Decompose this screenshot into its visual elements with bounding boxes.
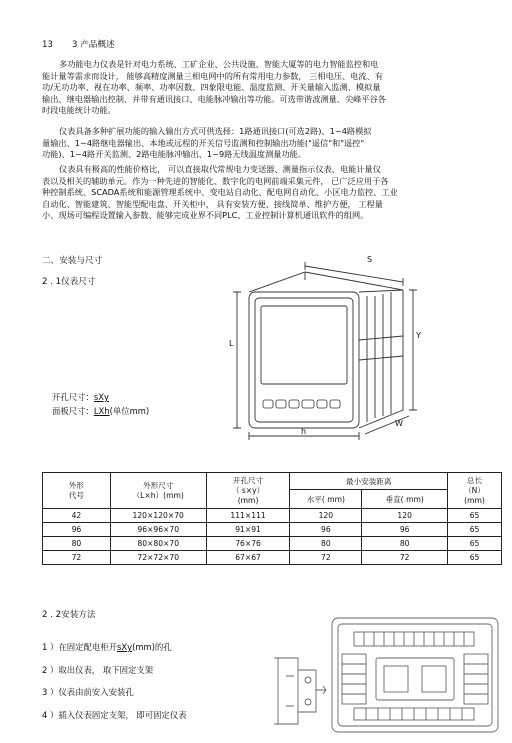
table-cell: 120×120×70	[110, 509, 206, 523]
table-row	[43, 523, 502, 537]
meter-button	[302, 400, 314, 408]
table-cell: 111×111	[206, 509, 290, 523]
panel-size-line	[52, 406, 149, 418]
table-cell: 80	[362, 537, 448, 551]
cutout-size-line	[52, 392, 109, 404]
header-code	[43, 473, 111, 509]
table-cell: 65	[448, 523, 502, 537]
header-text: 开孔尺寸	[232, 475, 264, 485]
dimension-table	[42, 472, 502, 565]
table-cell: 96	[43, 523, 111, 537]
header-text: 外形	[68, 480, 84, 490]
table-row	[43, 551, 502, 565]
table-cell: 96	[362, 523, 448, 537]
step-text: (mm)的孔	[132, 642, 172, 652]
method-subtitle: 2 . 2安装方法	[42, 610, 96, 620]
header-text: (mm)	[464, 495, 485, 505]
install-step-3: 3 ）仪表由前安入安装孔	[42, 687, 134, 697]
intro-line: 自动化、智能建筑、智能型配电盘、开关柜中， 具有安装方便、接线简单、维护方便， 工程量	[42, 198, 383, 209]
intro-paragraph-3	[42, 164, 398, 222]
header-vertical: 垂直( mm)	[362, 490, 448, 509]
step-cutout-value: sXy	[117, 642, 133, 652]
intro-line: 仪表具备多种扩展功能的输入输出方式可供选择：1路通讯接口(可选2路)、1~4路模拟	[59, 126, 372, 136]
meter-button	[317, 400, 327, 408]
cutout-size-label: 开孔尺寸：	[52, 392, 94, 402]
intro-line: 多功能电力仪表是针对电力系统、工矿企业、公共设施、智能大厦等的电力智能监控和电	[59, 59, 379, 69]
header-min-distance: 最小安装距离	[290, 473, 448, 490]
dim-label-h: h	[301, 427, 307, 436]
meter-button	[330, 400, 340, 408]
header-cutout	[206, 473, 290, 509]
table-cell: 76×76	[206, 537, 290, 551]
table-cell: 42	[43, 509, 111, 523]
table-cell: 96	[290, 523, 362, 537]
table-cell: 72	[362, 551, 448, 565]
meter-button	[276, 400, 286, 408]
table-cell: 65	[448, 551, 502, 565]
step-text: 1 ）在固定配电柜开	[42, 642, 117, 652]
table-row	[43, 537, 502, 551]
dim-label-s: S	[367, 255, 373, 264]
intro-line: 种控制系统、SCADA系统和能源管理系统中、变电站自动化、配电网自动化、小区电力监控、工业	[42, 187, 398, 198]
meter-button	[263, 400, 273, 408]
panel-size-label: 面板尺寸：	[52, 406, 94, 416]
header-text: （N）	[464, 485, 485, 495]
intro-line: 能计量等需求而设计， 能够高精度测量三相电网中的所有常用电力参数， 三相电压、电流、有	[42, 70, 383, 81]
table-cell: 72×72×70	[110, 551, 206, 565]
table-cell: 65	[448, 509, 502, 523]
table-cell: 65	[448, 537, 502, 551]
dim-label-y: Y	[416, 331, 421, 340]
table-cell: 91×91	[206, 523, 290, 537]
table-cell: 96×96×70	[110, 523, 206, 537]
table-cell: 80	[290, 537, 362, 551]
dim-label-w: W	[395, 419, 403, 428]
meter-rear-view-drawing	[328, 612, 504, 738]
dim-label-l: L	[229, 339, 234, 348]
install-step-2: 2 ）取出仪表， 取下固定支架	[42, 665, 154, 675]
table-cell: 120	[362, 509, 448, 523]
install-step-4: 4 ）插入仪表固定支架， 即可固定仪表	[42, 710, 187, 720]
install-step-1	[42, 641, 172, 653]
intro-line: 功/无功功率、视在功率、频率、功率因数、四象限电能、温度监测、开关量输入监测、模拟量	[42, 82, 381, 93]
header-text: （ s×y）	[231, 485, 265, 495]
header-text: (mm)	[237, 495, 259, 505]
dimension-subtitle: 2 . 1仪表尺寸	[42, 277, 96, 287]
intro-line: 输出、继电器输出控制、并带有通讯接口、电能脉冲输出等功能。可选带谐波测量、尖峰平谷各	[42, 93, 386, 104]
intro-line: 量输出、1~4路继电器输出、本地或远程的开关信号监测和控制输出功能("遥信"和"遥控"	[42, 137, 365, 148]
intro-line: 仪表具有极高的性能价格比， 可以直接取代常规电力变送器、测量指示仪表、电能计量仪	[59, 164, 381, 174]
table-cell: 72	[43, 551, 111, 565]
intro-line: 表以及相关的辅助单元。作为一种先进的智能化、数字化的电网前端采集元件， 已广泛应用于各	[42, 175, 389, 186]
header-size	[110, 473, 206, 509]
section-title: 3 产品概述	[72, 40, 115, 50]
intro-paragraph-2	[42, 126, 371, 161]
header-text: 总长	[466, 475, 483, 485]
header-horizontal: 水平( mm)	[290, 490, 362, 509]
header-text: 代号	[68, 490, 84, 500]
header-text: 外形尺寸	[143, 480, 174, 490]
table-cell: 120	[290, 509, 362, 523]
table-cell: 67×67	[206, 551, 290, 565]
install-section-title: 二、安装与尺寸	[42, 256, 103, 266]
panel-size-value: LXh	[93, 406, 110, 416]
intro-line: 时段电能统计功能。	[42, 105, 116, 116]
table-cell: 72	[290, 551, 362, 565]
page-number: 13	[42, 40, 53, 50]
intro-line: 小、现场可编程设置输入参数、能够完成业界不同PLC、工业控制计算机通讯软件的组网。	[42, 210, 369, 221]
table-header-row	[43, 473, 502, 490]
meter-button	[289, 400, 299, 408]
mounting-bracket-drawing	[268, 650, 330, 732]
table-cell: 80	[43, 537, 111, 551]
panel-size-unit: (单位mm)	[109, 406, 150, 416]
header-text: （L×h）(mm)	[132, 490, 184, 500]
intro-paragraph-1	[42, 59, 386, 117]
header-length	[448, 473, 502, 509]
cutout-size-value: sXy	[93, 392, 109, 402]
table-row	[43, 509, 502, 523]
intro-line: 功能)、1~4路开关监测、2路电能脉冲输出、1~9路无线温度测量功能。	[42, 149, 307, 160]
table-cell: 80×80×70	[110, 537, 206, 551]
meter-dimension-drawing	[225, 250, 425, 440]
